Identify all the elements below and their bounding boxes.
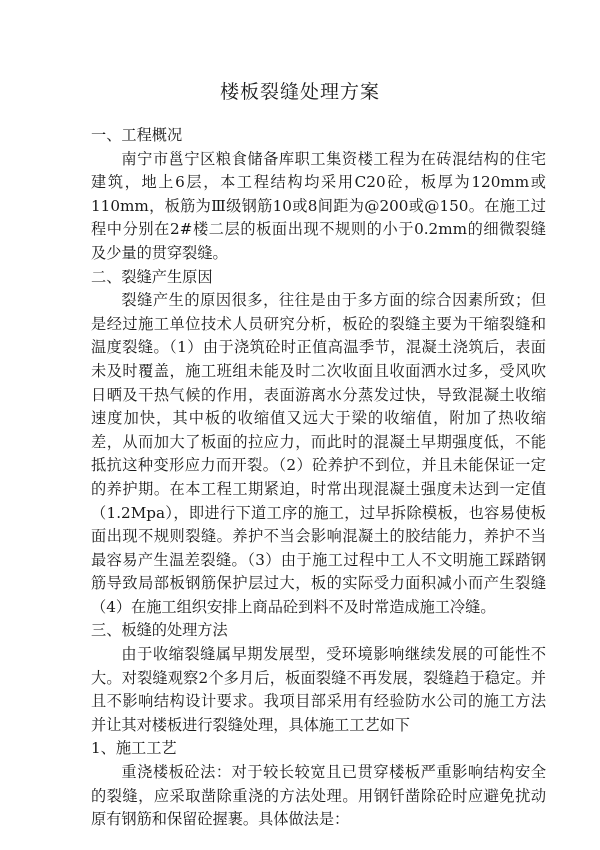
section-heading-treatment: 三、板缝的处理方法	[91, 621, 228, 640]
section-heading-overview: 一、工程概况	[91, 126, 183, 144]
section-paragraph-treatment: 由于收缩裂缝属早期发展型，受环境影响继续发展的可能性不大。对裂缝观察2个多月后，板面裂缝不再发展，裂缝趋于稳定。并且不影响结构设计要求。我项目部采用有经验防水公司的施工方法并让其对楼板进行裂缝处理，具体施工工艺如下	[91, 645, 546, 734]
section-paragraph-overview: 南宁市邕宁区粮食储备库职工集资楼工程为在砖混结构的住宅建筑，地上6层，本工程结构均采用C20砼，板厚为120mm或110mm，板筋为Ⅲ级钢筋10或8间距为@200或@150。在施工过程中分别在2#楼二层的板面出现不规则的小于0.2mm的细微裂缝及少量的贯穿裂缝。	[91, 149, 546, 262]
document-title: 楼板裂缝处理方案	[219, 81, 380, 103]
section-heading-process: 1、施工工艺	[91, 739, 177, 758]
section-paragraph-process: 重浇楼板砼法：对于较长较宽且已贯穿楼板严重影响结构安全的裂缝，应采取凿除重浇的方法处理。用钢钎凿除砼时应避免扰动原有钢筋和保留砼握裹。具体做法是：	[91, 763, 546, 829]
section-paragraph-causes: 裂缝产生的原因很多，往往是由于多方面的综合因素所致；但是经过施工单位技术人员研究分析，板砼的裂缝主要为干缩裂缝和温度裂缝。（1）由于浇筑砼时正值高温季节，混凝土浇筑后，表面未及时覆盖，施工班组未能及时二次收面且收面洒水过多，受风吹日晒及干热气候的作用，表面游离水分蒸发过快，导致混凝土收缩速度加快，其中板的收缩值又远大于梁的收缩值，附加了热收缩差，从而加大了板面的拉应力，而此时的混凝土早期强度低，不能抵抗这种变形应力而开裂。（2）砼养护不到位，并且未能保证一定的养护期。在本工程工期紧迫，时常出现混凝土强度未达到一定值（1.2Mpa），即进行下道工序的施工，过早拆除模板，也容易使板面出现不规则裂缝。养护不当会影响混凝土的胶结能力，养护不当最容易产生温差裂缝。（3）由于施工过程中工人不文明施工踩踏钢筋导致局部板钢筋保护层过大，板的实际受力面积减小而产生裂缝（4）在施工组织安排上商品砼到料不及时常造成施工冷缝。	[91, 291, 546, 616]
section-heading-causes: 二、裂缝产生原因	[91, 267, 213, 286]
document-body	[91, 124, 546, 832]
